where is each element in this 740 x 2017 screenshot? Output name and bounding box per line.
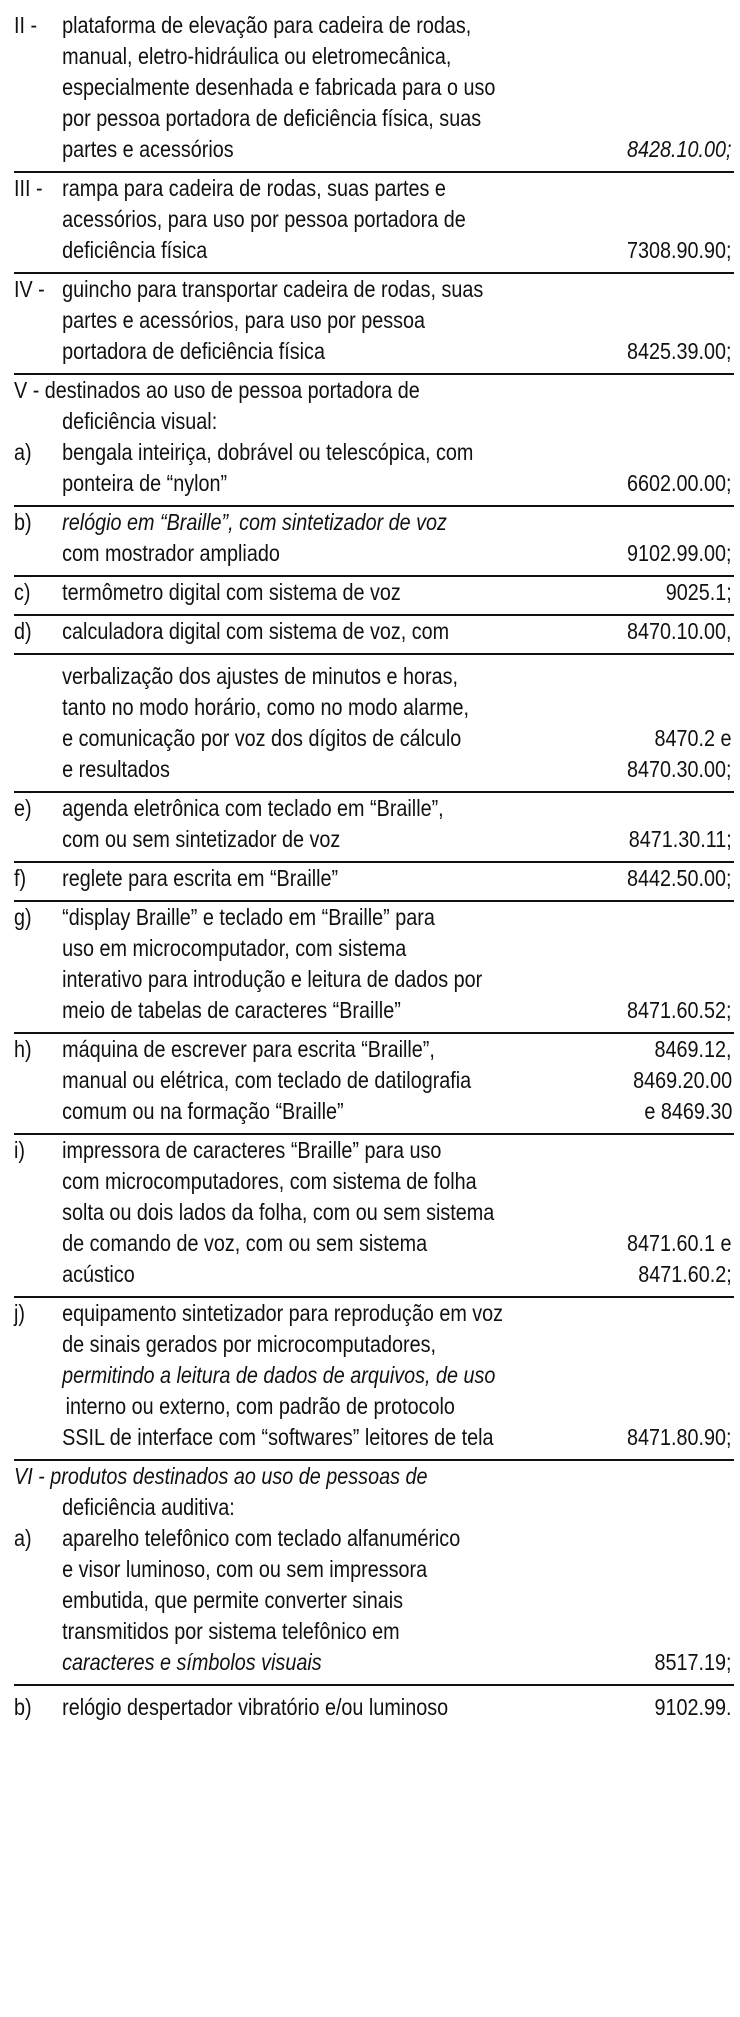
ncm-code: 6602.00.00; bbox=[627, 470, 732, 496]
item-text-line: plataforma de elevação para cadeira de rodas, bbox=[62, 12, 472, 38]
ncm-code: 8471.60.52; bbox=[627, 997, 732, 1023]
item-text-line: “display Braille” e teclado em “Braille” para bbox=[62, 904, 435, 930]
item-text-line: meio de tabelas de caracteres “Braille” bbox=[62, 997, 401, 1023]
item-text-line: e comunicação por voz dos dígitos de cálculo bbox=[62, 725, 462, 751]
item-text-line: com mostrador ampliado bbox=[62, 540, 280, 566]
ncm-code: 9102.99. bbox=[655, 1694, 732, 1720]
ncm-product-table bbox=[14, 10, 734, 1723]
item-text-line: bengala inteiriça, dobrável ou telescópica, com bbox=[62, 439, 474, 465]
item-marker: g) bbox=[14, 904, 32, 930]
item-text-line: com ou sem sintetizador de voz bbox=[62, 826, 341, 852]
item-text-line: ponteira de “nylon” bbox=[62, 470, 228, 496]
section-heading: V - destinados ao uso de pessoa portadora de bbox=[14, 377, 420, 403]
item-text-line: máquina de escrever para escrita “Braille”, bbox=[62, 1036, 435, 1062]
item-ii bbox=[14, 10, 734, 173]
item-text-line: aparelho telefônico com teclado alfanumérico bbox=[62, 1525, 461, 1551]
item-text-line: transmitidos por sistema telefônico em bbox=[62, 1618, 400, 1644]
item-marker: i) bbox=[14, 1137, 25, 1163]
item-v-e bbox=[14, 793, 734, 863]
item-marker: b) bbox=[14, 1694, 32, 1720]
item-text-line: equipamento sintetizador para reprodução em voz bbox=[62, 1300, 504, 1326]
item-text-line: partes e acessórios bbox=[62, 136, 234, 162]
section-heading-cont: deficiência visual: bbox=[62, 408, 218, 434]
item-text-line: rampa para cadeira de rodas, suas partes e bbox=[62, 175, 446, 201]
item-text-line: uso em microcomputador, com sistema bbox=[62, 935, 407, 961]
item-text-line: de comando de voz, com ou sem sistema bbox=[62, 1230, 428, 1256]
item-marker: a) bbox=[14, 1525, 32, 1551]
item-marker: e) bbox=[14, 795, 32, 821]
ncm-code: 8470.2 e bbox=[655, 725, 732, 751]
item-text-line: agenda eletrônica com teclado em “Braille”, bbox=[62, 795, 444, 821]
ncm-code: 8517.19; bbox=[655, 1649, 732, 1675]
item-vi-a bbox=[14, 1461, 734, 1686]
item-v-j bbox=[14, 1298, 734, 1461]
item-text-line: relógio despertador vibratório e/ou luminoso bbox=[62, 1694, 449, 1720]
ncm-code: 9102.99.00; bbox=[627, 540, 732, 566]
item-marker: c) bbox=[14, 579, 31, 605]
item-text-line: manual ou elétrica, com teclado de datilografia bbox=[62, 1067, 472, 1093]
item-marker: b) bbox=[14, 509, 32, 535]
item-text-line: e resultados bbox=[62, 756, 170, 782]
ncm-code: 8442.50.00; bbox=[627, 865, 732, 891]
item-text-line: e visor luminoso, com ou sem impressora bbox=[62, 1556, 428, 1582]
item-text-line: verbalização dos ajustes de minutos e horas, bbox=[62, 663, 458, 689]
item-text-line: especialmente desenhada e fabricada para o uso bbox=[62, 74, 496, 100]
item-marker: II - bbox=[14, 12, 38, 38]
ncm-code: 8469.20.00 bbox=[632, 1067, 732, 1093]
ncm-code: 9025.1; bbox=[665, 579, 732, 605]
item-marker: a) bbox=[14, 439, 32, 465]
item-vi-b bbox=[14, 1686, 734, 1723]
ncm-code: 8471.30.11; bbox=[628, 826, 732, 852]
item-text-line: termômetro digital com sistema de voz bbox=[62, 579, 401, 605]
item-text-line: caracteres e símbolos visuais bbox=[62, 1649, 322, 1675]
item-marker: j) bbox=[14, 1300, 25, 1326]
item-text-line: impressora de caracteres “Braille” para uso bbox=[62, 1137, 442, 1163]
item-text-line: interativo para introdução e leitura de dados por bbox=[62, 966, 483, 992]
item-v-i bbox=[14, 1135, 734, 1298]
item-marker: IV - bbox=[14, 276, 45, 302]
item-text-line: partes e acessórios, para uso por pessoa bbox=[62, 307, 425, 333]
item-text-line: de sinais gerados por microcomputadores, bbox=[62, 1331, 436, 1357]
item-text-line: SSIL de interface com “softwares” leitores de tela bbox=[62, 1424, 494, 1450]
ncm-code: 8469.12, bbox=[655, 1036, 732, 1062]
ncm-code: 8470.10.00, bbox=[627, 618, 732, 644]
item-marker: h) bbox=[14, 1036, 32, 1062]
item-text-line: por pessoa portadora de deficiência física, suas bbox=[62, 105, 482, 131]
ncm-code: 8425.39.00; bbox=[627, 338, 732, 364]
ncm-code: e 8469.30 bbox=[643, 1098, 732, 1124]
ncm-code: 8428.10.00; bbox=[627, 136, 732, 162]
item-v-g bbox=[14, 902, 734, 1034]
item-iv bbox=[14, 274, 734, 375]
item-text-line: comum ou na formação “Braille” bbox=[62, 1098, 344, 1124]
item-v-c bbox=[14, 577, 734, 616]
item-text-line: manual, eletro-hidráulica ou eletromecânica, bbox=[62, 43, 452, 69]
item-text-line: portadora de deficiência física bbox=[62, 338, 325, 364]
item-marker: d) bbox=[14, 618, 32, 644]
item-v-a bbox=[14, 375, 734, 507]
item-text-line: interno ou externo, com padrão de protocolo bbox=[65, 1393, 455, 1419]
ncm-code: 7308.90.90; bbox=[627, 237, 732, 263]
item-v-b bbox=[14, 507, 734, 577]
ncm-code: 8471.60.1 e bbox=[627, 1230, 732, 1256]
section-heading-cont: deficiência auditiva: bbox=[62, 1494, 235, 1520]
item-text-line: com microcomputadores, com sistema de folha bbox=[62, 1168, 477, 1194]
item-v-d-cont bbox=[14, 655, 734, 793]
item-text-line: deficiência física bbox=[62, 237, 208, 263]
item-text-line: embutida, que permite converter sinais bbox=[62, 1587, 403, 1613]
item-marker: III - bbox=[14, 175, 43, 201]
item-text-line: acessórios, para uso por pessoa portadora de bbox=[62, 206, 466, 232]
item-text-line: permitindo a leitura de dados de arquivos, de uso bbox=[62, 1362, 496, 1388]
item-iii bbox=[14, 173, 734, 274]
item-marker: f) bbox=[14, 865, 27, 891]
item-text-line: reglete para escrita em “Braille” bbox=[62, 865, 339, 891]
item-text-line: guincho para transportar cadeira de rodas, suas bbox=[62, 276, 484, 302]
item-text-line: tanto no modo horário, como no modo alarme, bbox=[62, 694, 469, 720]
item-text-line: relógio em “Braille”, com sintetizador de voz bbox=[62, 509, 447, 535]
item-text-line: calculadora digital com sistema de voz, com bbox=[62, 618, 450, 644]
item-text-line: acústico bbox=[62, 1261, 135, 1287]
item-v-f bbox=[14, 863, 734, 902]
item-v-d bbox=[14, 616, 734, 655]
item-v-h bbox=[14, 1034, 734, 1135]
ncm-code: 8471.60.2; bbox=[638, 1261, 732, 1287]
section-heading: VI - produtos destinados ao uso de pessoas de bbox=[14, 1463, 428, 1489]
ncm-code: 8470.30.00; bbox=[627, 756, 732, 782]
item-text-line: solta ou dois lados da folha, com ou sem sistema bbox=[62, 1199, 495, 1225]
ncm-code: 8471.80.90; bbox=[627, 1424, 732, 1450]
